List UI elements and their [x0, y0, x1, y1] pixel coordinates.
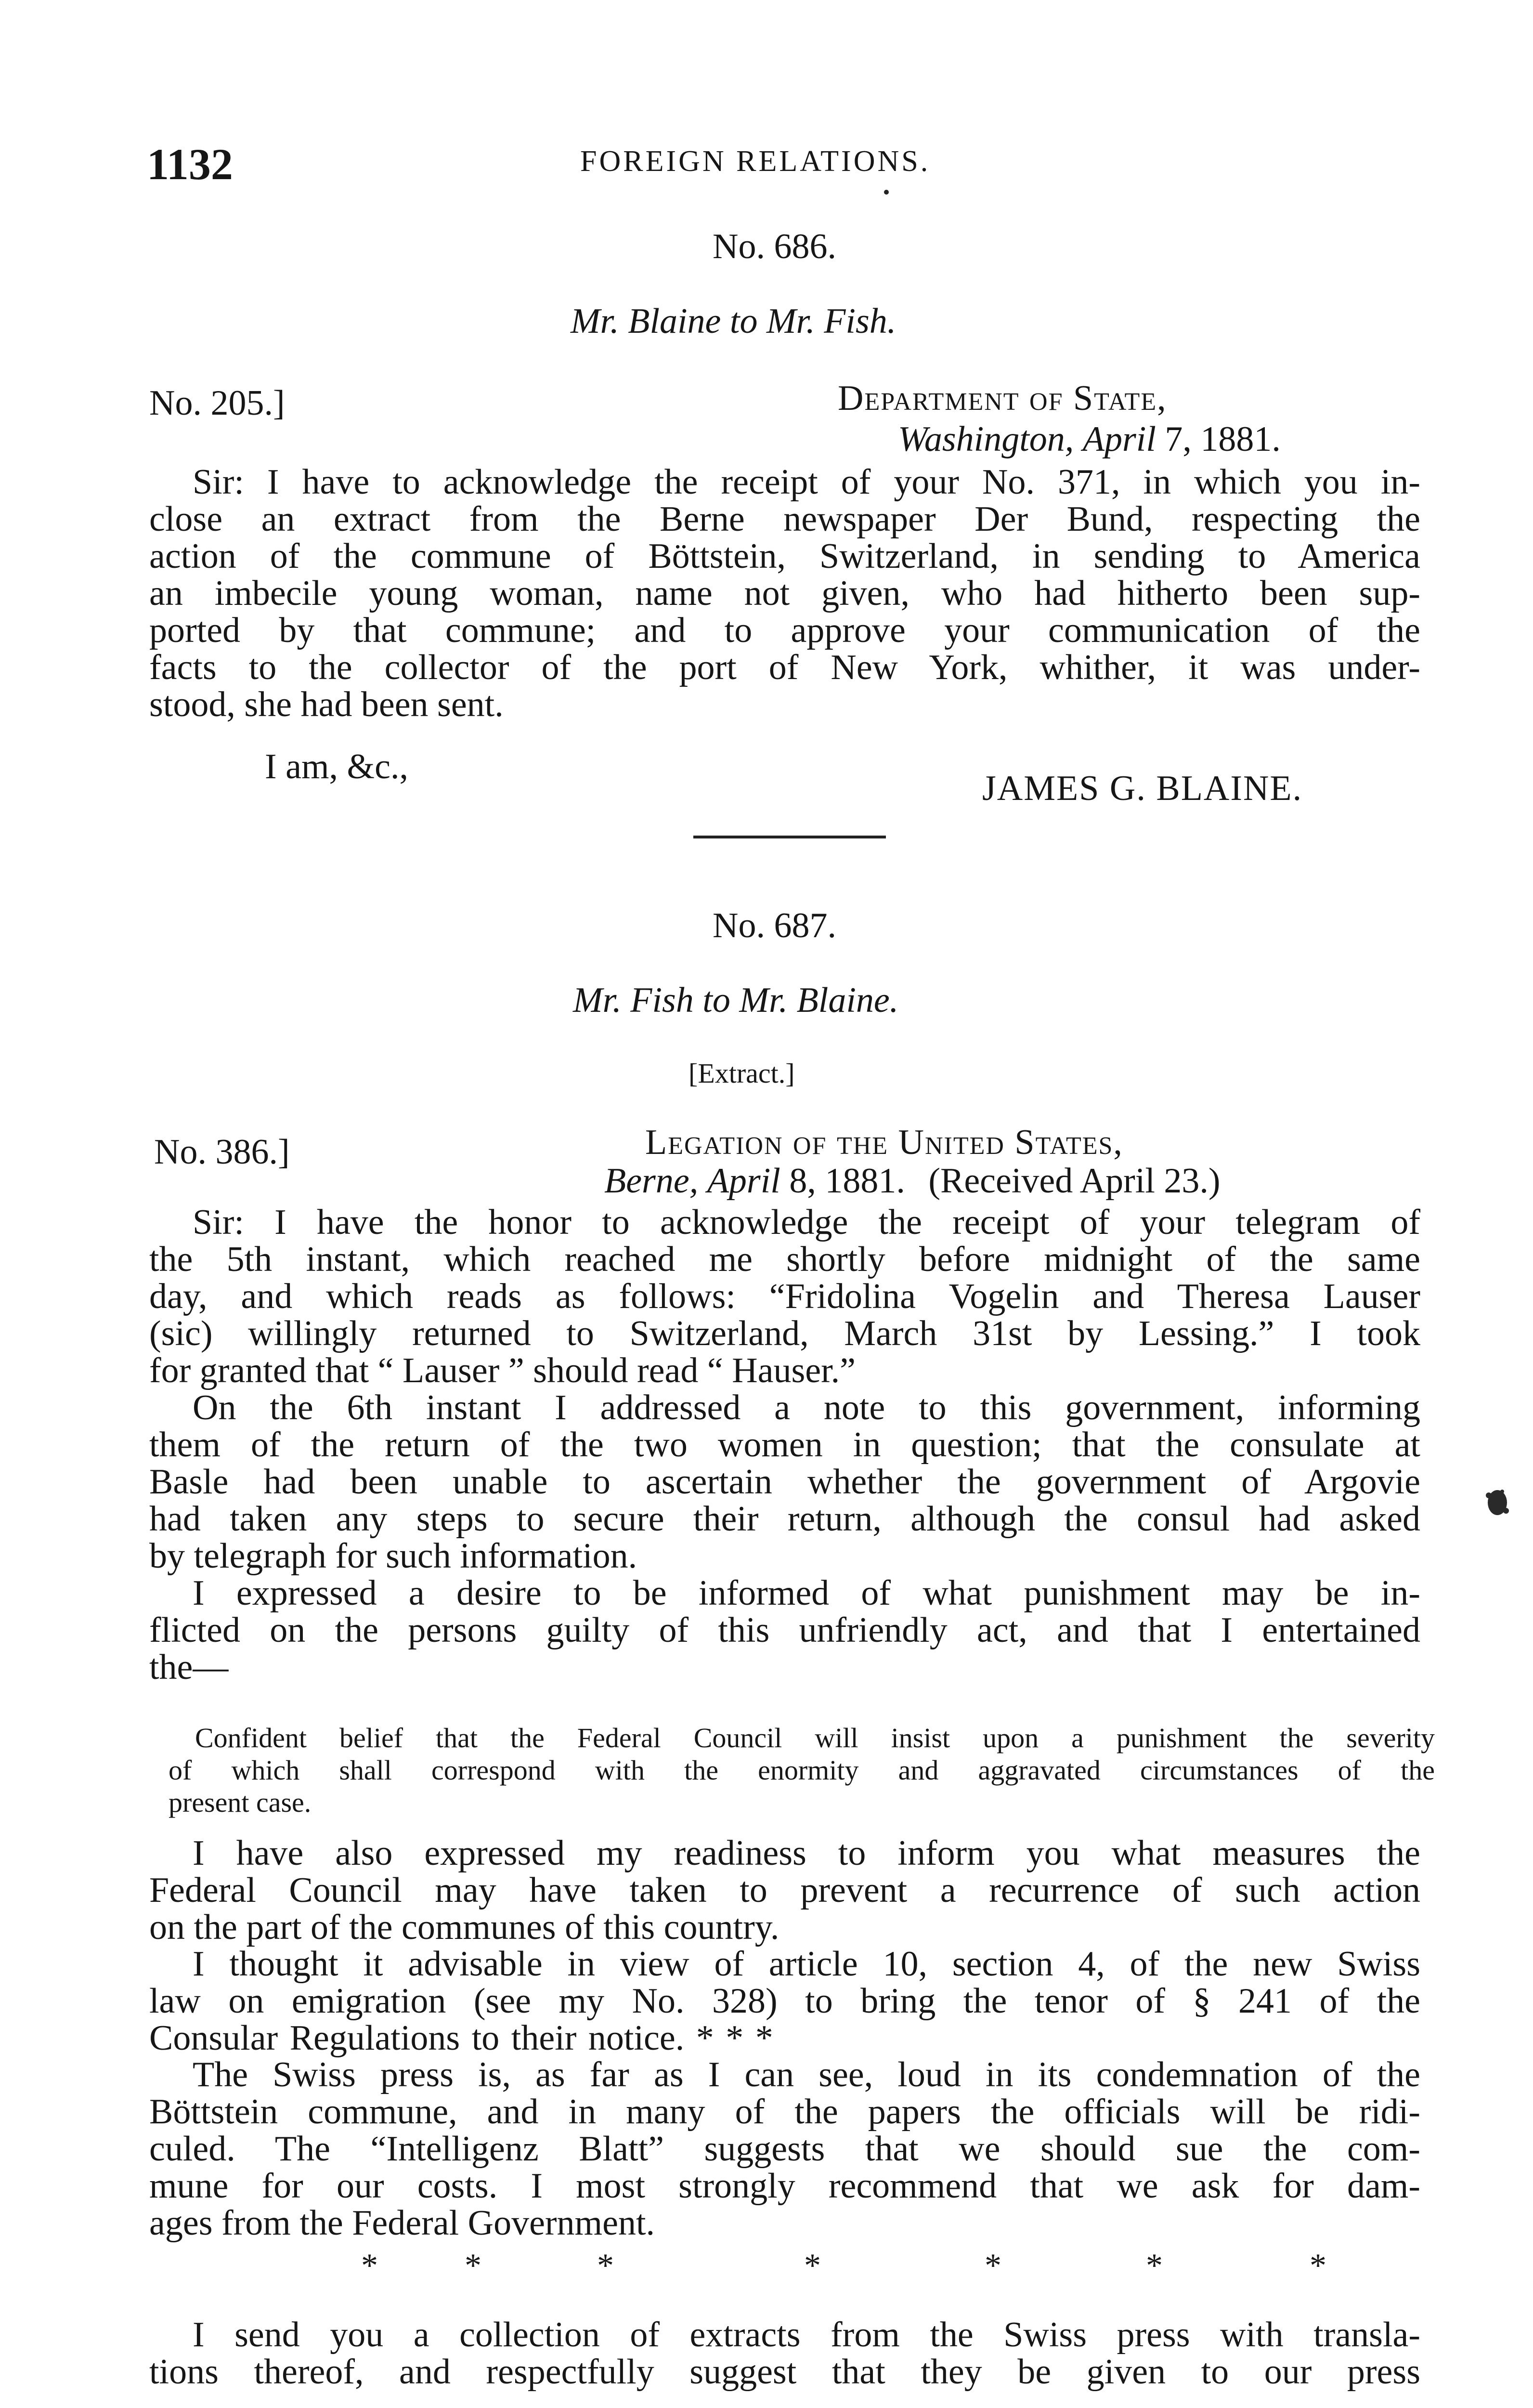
- doc1-date-month: April: [1082, 419, 1156, 459]
- text-line: ages from the Federal Government.: [149, 2203, 655, 2243]
- ink-speck: [1483, 1486, 1512, 1519]
- doc2-dispatch-number: No. 386.]: [154, 1132, 290, 1172]
- running-title: FOREIGN RELATIONS.: [580, 145, 931, 178]
- text-line: present case.: [169, 1787, 312, 1818]
- doc1-number: No. 686.: [713, 227, 836, 266]
- text-line: flicted on the persons guilty of this unfriendly act, and that I entertained: [149, 1610, 1420, 1650]
- text-line: of which shall correspond with the enormity and aggravated circumstances of the: [169, 1754, 1435, 1786]
- doc1-place: Washington,: [898, 419, 1074, 459]
- text-line: by telegraph for such information.: [149, 1536, 637, 1576]
- section-divider: [693, 836, 886, 838]
- doc1-closing: I am, &c.,: [265, 747, 408, 786]
- text-line: on the part of the communes of this country.: [149, 1908, 779, 1947]
- ellipsis-asterisk: *: [804, 2247, 821, 2284]
- text-line: Böttstein commune, and in many of the papers the officials will be ridi-: [149, 2092, 1420, 2132]
- ellipsis-asterisk: *: [361, 2247, 378, 2284]
- text-line: the 5th instant, which reached me shortly before midnight of the same: [149, 1240, 1420, 1279]
- doc1-body: [149, 464, 1420, 723]
- ellipsis-asterisk: *: [985, 2247, 1001, 2284]
- doc1-signature: JAMES G. BLAINE.: [982, 769, 1303, 808]
- doc2-extract-note: [Extract.]: [689, 1058, 795, 1089]
- text-line: (sic) willingly returned to Switzerland, March 31st by Lessing.” I took: [149, 1314, 1420, 1353]
- doc2-date-month: April: [707, 1161, 780, 1201]
- doc1-dispatch-number: No. 205.]: [149, 383, 285, 423]
- text-line: Basle had been unable to ascertain whether the government of Argovie: [149, 1462, 1420, 1502]
- doc2-paragraph-7: [149, 2316, 1420, 2391]
- doc2-paragraph-1: [149, 1204, 1420, 1389]
- doc2-number: No. 687.: [713, 906, 836, 945]
- text-line: close an extract from the Berne newspaper Der Bund, respecting the: [149, 499, 1420, 539]
- doc2-paragraph-2: [149, 1389, 1420, 1575]
- text-line: Sir: I have to acknowledge the receipt of your No. 371, in which you in-: [193, 462, 1420, 502]
- text-line: facts to the collector of the port of New York, whither, it was under-: [149, 648, 1420, 687]
- text-line: Confident belief that the Federal Council will insist upon a punishment the severity: [195, 1722, 1435, 1754]
- text-line: Federal Council may have taken to prevent a recurrence of such action: [149, 1871, 1420, 1910]
- text-line: Consular Regulations to their notice. * * *: [149, 2018, 773, 2058]
- text-line: an imbecile young woman, name not given, who had hitherto been sup-: [149, 574, 1420, 613]
- doc2-paragraph-6: [149, 2056, 1420, 2242]
- text-line: them of the return of the two women in question; that the consulate at: [149, 1425, 1420, 1465]
- text-line: for granted that “ Lauser ” should read “ Hauser.”: [149, 1351, 856, 1390]
- doc2-place: Berne,: [604, 1161, 699, 1201]
- doc2-paragraph-5: [149, 1946, 1420, 2057]
- text-line: mune for our costs. I most strongly recommend that we ask for dam-: [149, 2166, 1420, 2206]
- doc2-paragraph-3: [149, 1575, 1420, 1686]
- doc1-date-rest: 7, 1881.: [1165, 419, 1281, 459]
- text-line: Sir: I have the honor to acknowledge the receipt of your telegram of: [193, 1203, 1420, 1242]
- ellipsis-asterisk: *: [597, 2247, 614, 2284]
- ellipsis-asterisk: *: [1146, 2247, 1163, 2284]
- doc2-title: Mr. Fish to Mr. Blaine.: [573, 981, 899, 1020]
- text-line: day, and which reads as follows: “Fridolina Vogelin and Theresa Lauser: [149, 1277, 1420, 1316]
- text-line: I have also expressed my readiness to inform you what measures the: [193, 1833, 1420, 1873]
- text-line: the—: [149, 1648, 229, 1687]
- text-line: On the 6th instant I addressed a note to this government, informing: [193, 1388, 1420, 1427]
- text-line: had taken any steps to secure their return, although the consul had asked: [149, 1499, 1420, 1539]
- doc1-office: Department of State,: [838, 379, 1167, 418]
- print-dot: [883, 189, 889, 195]
- text-line: I thought it advisable in view of article 10, section 4, of the new Swiss: [193, 1944, 1420, 1984]
- doc2-date-rest: 8, 1881.: [789, 1161, 905, 1201]
- ellipsis-asterisk: *: [1310, 2247, 1326, 2284]
- doc2-quotation: [169, 1722, 1435, 1819]
- page-number: 1132: [147, 140, 233, 189]
- text-line: action of the commune of Böttstein, Switzerland, in sending to America: [149, 537, 1420, 576]
- doc2-paragraph-4: [149, 1835, 1420, 1946]
- text-line: stood, she had been sent.: [149, 685, 504, 724]
- text-line: tions thereof, and respectfully suggest that they be given to our press: [149, 2352, 1420, 2392]
- doc1-dateline: [898, 421, 1281, 457]
- doc2-received: (Received April 23.): [928, 1161, 1221, 1201]
- text-line: law on emigration (see my No. 328) to bring the tenor of § 241 of the: [149, 1981, 1420, 2021]
- text-line: I send you a collection of extracts from the Swiss press with transla-: [193, 2315, 1420, 2355]
- ellipsis-asterisk: *: [465, 2247, 481, 2284]
- text-line: The Swiss press is, as far as I can see, loud in its condemnation of the: [193, 2055, 1420, 2094]
- text-line: I expressed a desire to be informed of what punishment may be in-: [193, 1573, 1420, 1613]
- doc2-dateline: [604, 1163, 1221, 1199]
- doc2-office: Legation of the United States,: [645, 1123, 1123, 1162]
- text-line: ported by that commune; and to approve your communication of the: [149, 611, 1420, 650]
- doc1-title: Mr. Blaine to Mr. Fish.: [571, 301, 896, 341]
- text-line: culed. The “Intelligenz Blatt” suggests that we should sue the com-: [149, 2129, 1420, 2169]
